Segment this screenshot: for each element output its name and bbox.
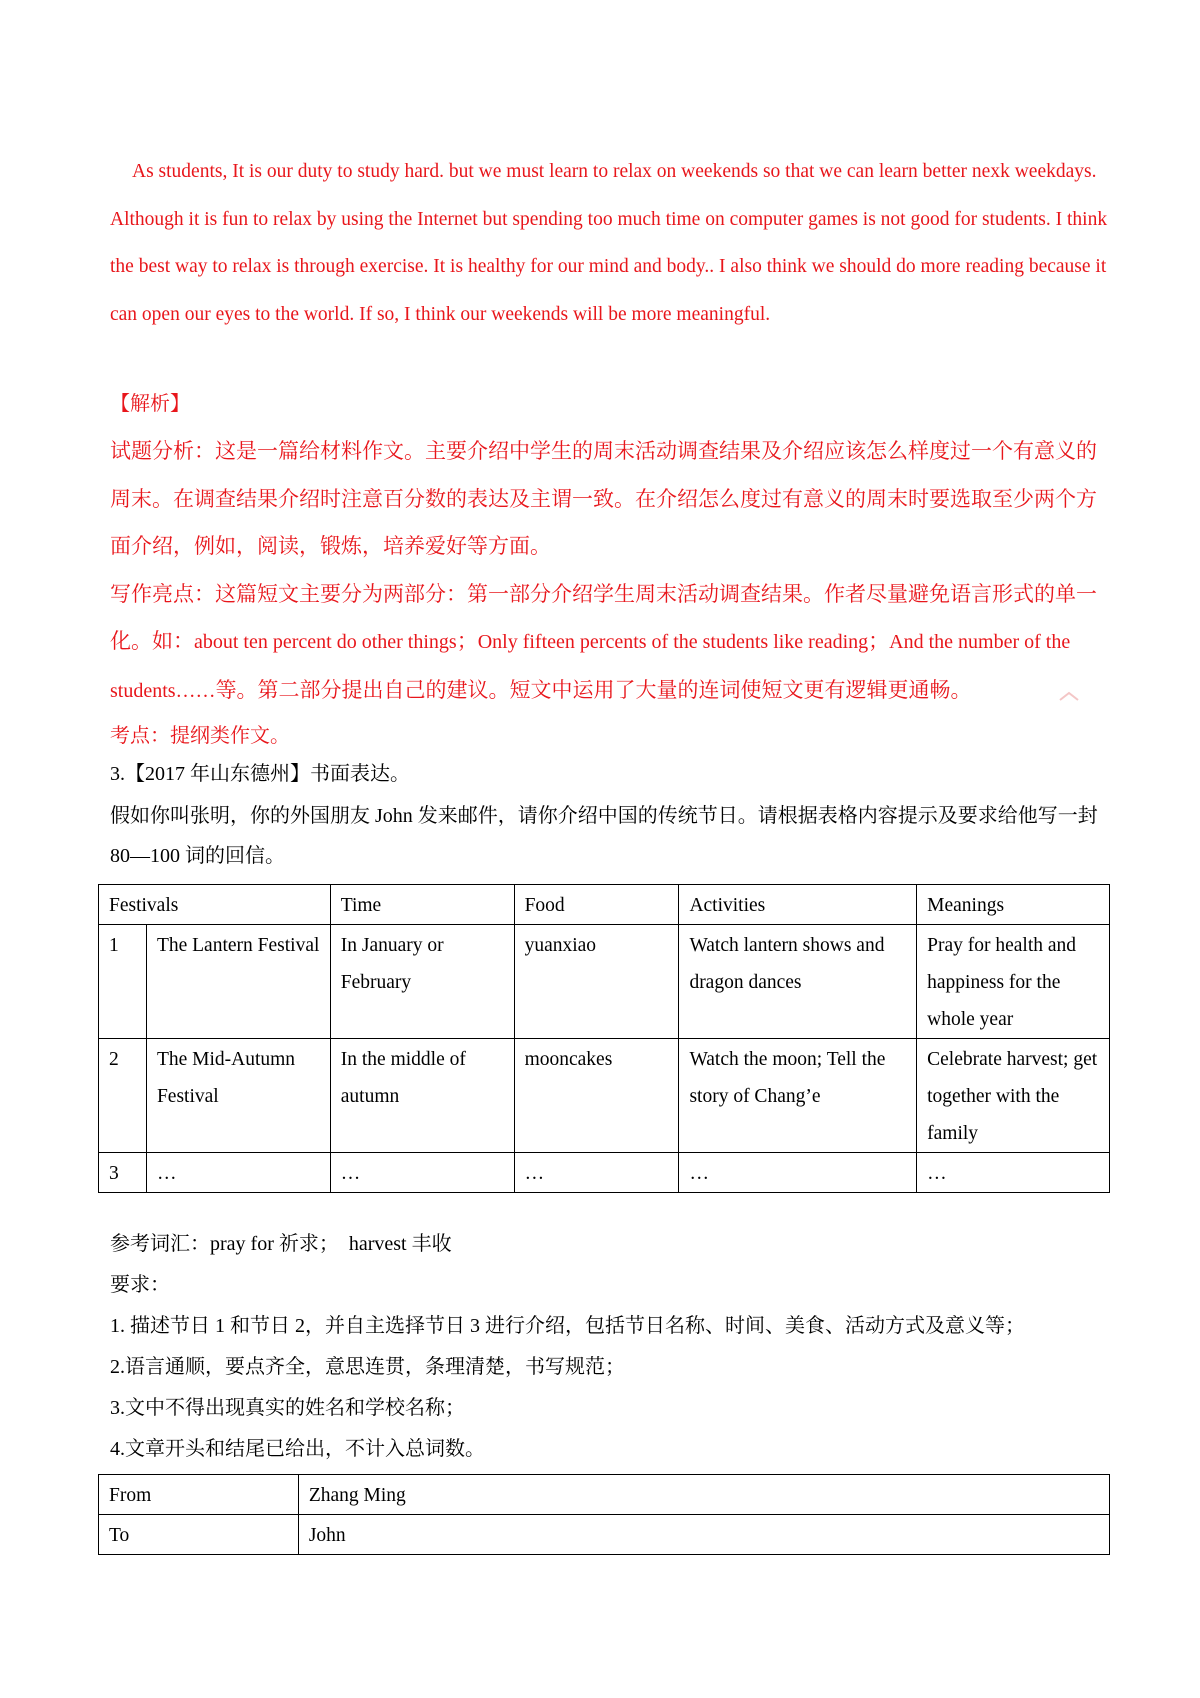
table-row	[99, 1475, 1110, 1515]
example-2: Only fifteen percents of the students like reading	[477, 631, 869, 653]
requirement-item: 2.语言通顺，要点齐全，意思连贯，条理清楚，书写规范；	[110, 1356, 625, 1378]
separator-1: ；	[456, 629, 478, 653]
analysis-body	[110, 428, 1110, 715]
festival-activities: …	[679, 1153, 917, 1193]
row-number: 1	[99, 925, 147, 1039]
instructions	[110, 1224, 1110, 1470]
header-food: Food	[514, 885, 679, 925]
festival-name: …	[146, 1153, 330, 1193]
analysis-paragraph-1: 试题分析：这是一篇给材料作文。主要介绍中学生的周末活动调查结果及介绍应该怎么样度过一个有意义的周末。在调查结果介绍时注意百分数的表达及主谓一致。在介绍怎么度过有意义的周末时要选取至少两个方面介绍，例如，阅读，锻炼，培养爱好等方面。	[110, 439, 1097, 558]
highlight-outro: 等。第二部分提出自己的建议。短文中运用了大量的连词使短文更有逻辑更通畅。	[215, 677, 972, 702]
analysis-heading: 【解析】	[110, 393, 190, 415]
festival-meanings: Celebrate harvest; get together with the family	[917, 1039, 1110, 1153]
festival-name: The Lantern Festival	[146, 925, 330, 1039]
row-number: 3	[99, 1153, 147, 1193]
festival-time: In the middle of autumn	[330, 1039, 514, 1153]
question-title: 3.【2017 年山东德州】书面表达。	[110, 763, 410, 785]
from-label: From	[99, 1475, 299, 1515]
festival-food: yuanxiao	[514, 925, 679, 1039]
requirement-item: 3.文中不得出现真实的姓名和学校名称；	[110, 1397, 465, 1419]
question-intro-text: 假如你叫张明，你的外国朋友 John 发来邮件，请你介绍中国的传统节日。请根据表格内容提示及要求给他写一封 80—100 词的回信。	[110, 805, 1098, 867]
festival-activities: Watch lantern shows and dragon dances	[679, 925, 917, 1039]
header-meanings: Meanings	[917, 885, 1110, 925]
test-point: 考点：提纲类作文。	[110, 725, 290, 747]
essay-paragraph: As students, It is our duty to study hard. but we must learn to relax on weekends so that we can learn better nexk weekdays. Although it is fun to relax by using the Internet but spending too much time on computer games is not good for students. I think the best way to relax is through exercise. It is healthy for our mind and body.. I also think we should do more reading because it can open our eyes to the world. If so, I think our weekends will be more meaningful.	[110, 161, 1108, 325]
to-value: John	[298, 1515, 1109, 1555]
festival-food: …	[514, 1153, 679, 1193]
festival-food: mooncakes	[514, 1039, 679, 1153]
vocabulary-note: 参考词汇：pray for 祈求； harvest 丰收	[110, 1233, 452, 1255]
festival-name: The Mid-Autumn Festival	[146, 1039, 330, 1153]
from-value: Zhang Ming	[298, 1475, 1109, 1515]
row-number: 2	[99, 1039, 147, 1153]
festival-meanings: …	[917, 1153, 1110, 1193]
requirements-heading: 要求：	[110, 1274, 170, 1296]
requirement-item: 1. 描述节日 1 和节日 2，并自主选择节日 3 进行介绍，包括节日名称、时间、美食、活动方式及意义等；	[110, 1315, 1025, 1337]
header-activities: Activities	[679, 885, 917, 925]
festival-time: In January or February	[330, 925, 514, 1039]
festival-time: …	[330, 1153, 514, 1193]
analysis-paragraph-2	[110, 571, 1110, 716]
header-time: Time	[330, 885, 514, 925]
festival-meanings: Pray for health and happiness for the whole year	[917, 925, 1110, 1039]
festival-activities: Watch the moon; Tell the story of Chang’e	[679, 1039, 917, 1153]
table-row	[99, 925, 1110, 1039]
model-essay	[110, 148, 1110, 338]
requirement-item: 4.文章开头和结尾已给出，不计入总词数。	[110, 1438, 485, 1460]
question-intro	[110, 796, 1110, 876]
example-3: And the number of the students……	[110, 631, 1071, 702]
festival-table	[98, 884, 1110, 1193]
table-row	[99, 1039, 1110, 1153]
example-1: about ten percent do other things	[194, 631, 457, 653]
to-label: To	[99, 1515, 299, 1555]
highlight-intro: 写作亮点：这篇短文主要分为两部分：第一部分介绍学生周末活动调查结果。作者尽量避免语言形式的单一化。如：	[110, 581, 1097, 653]
header-festivals: Festivals	[99, 885, 331, 925]
table-header-row	[99, 885, 1110, 925]
table-row	[99, 1153, 1110, 1193]
letter-header-table	[98, 1474, 1110, 1555]
table-row	[99, 1515, 1110, 1555]
separator-2: ；	[868, 629, 890, 653]
watermark-mark	[1058, 690, 1080, 702]
